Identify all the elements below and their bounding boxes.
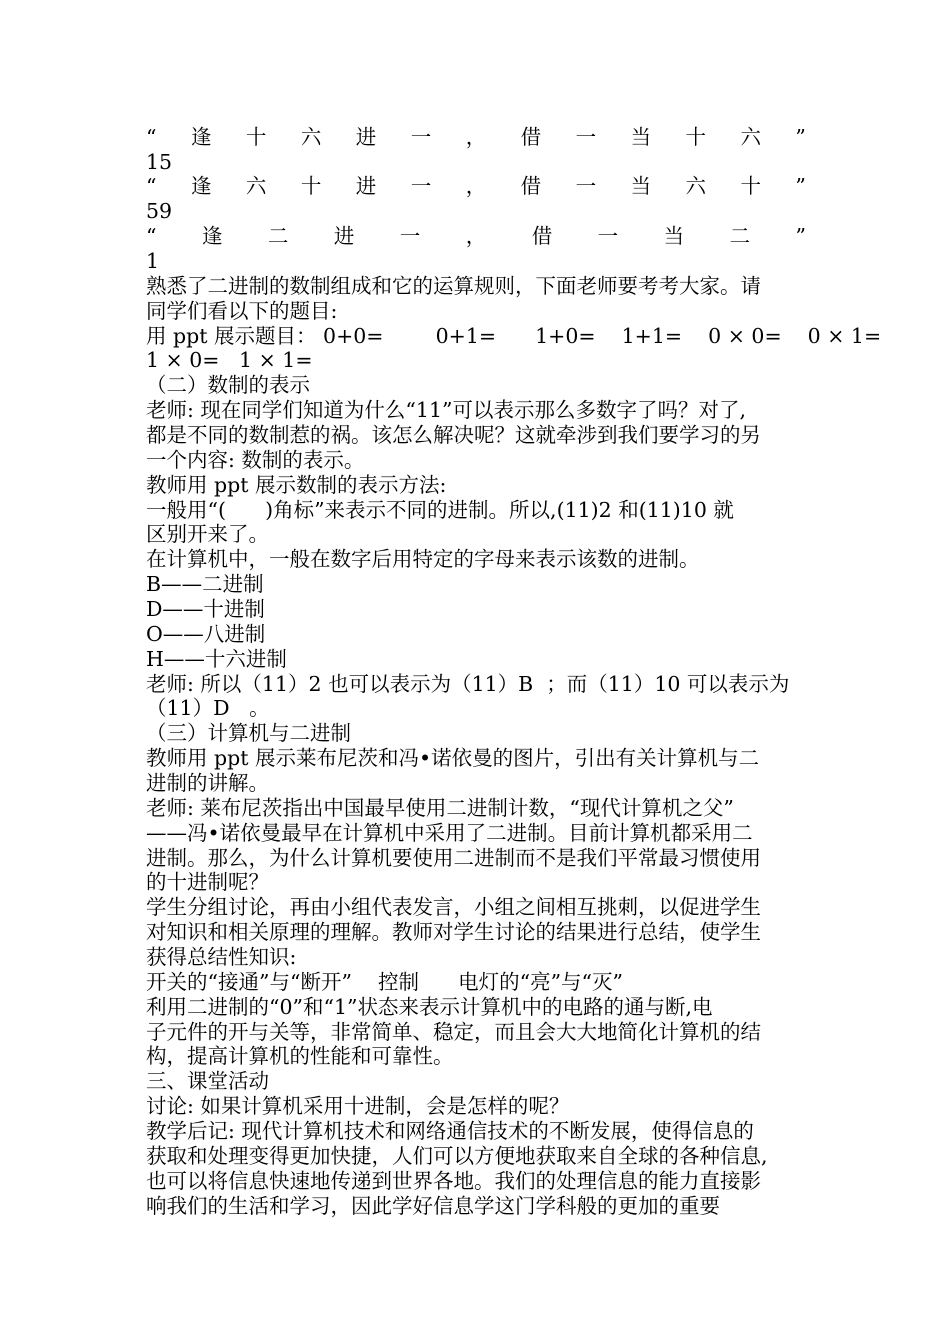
rule-char: 六	[685, 174, 707, 198]
rule-char: ，	[465, 125, 487, 149]
body-text-line: 子元件的开与关等，非常简单、稳定，而且会大大地简化计算机的结	[146, 1020, 761, 1044]
section-heading: （二）数制的表示	[146, 373, 310, 397]
body-text-line: 的十进制呢？	[146, 870, 269, 894]
rule-char: 二	[729, 224, 751, 248]
radix-list-item: H——十六进制	[146, 647, 287, 671]
rule-char: 十	[740, 174, 761, 198]
rule-char: ，	[465, 174, 487, 198]
rule-char: 逢	[201, 224, 223, 248]
body-text-line: 讨论: 如果计算机采用十进制，会是怎样的呢？	[146, 1094, 570, 1118]
radix-list-item: O——八进制	[146, 622, 266, 646]
rule-char: 一	[410, 125, 432, 149]
rule-char: 六	[300, 125, 322, 149]
body-text-line: 教师用 ppt 展示莱布尼茨和冯•诺依曼的图片，引出有关计算机与二	[146, 746, 760, 770]
body-text-line: 老师: 现在同学们知道为什么“11”可以表示那么多数字了吗？对了,	[146, 398, 746, 422]
rule-char: 借	[520, 174, 542, 198]
rule-char: “	[146, 174, 157, 198]
rule-char: 一	[597, 224, 619, 248]
body-text-line: 区别开来了。	[146, 522, 269, 546]
rule-char: 进	[333, 224, 355, 248]
body-text-line: 熟悉了二进制的数制组成和它的运算规则，下面老师要考考大家。请	[146, 274, 761, 298]
body-text-line: 老师: 所以（11）2 也可以表示为（11）B ；而（11）10 可以表示为	[146, 672, 790, 696]
rule-line-binary	[146, 224, 806, 249]
body-text-line: 都是不同的数制惹的祸。该怎么解决呢？这就牵涉到我们要学习的另	[146, 423, 761, 447]
rule-char: 逢	[190, 125, 212, 149]
body-text-line: 教学后记: 现代计算机技术和网络通信技术的不断发展，使得信息的	[146, 1119, 754, 1143]
body-text-line: 一个内容: 数制的表示。	[146, 448, 365, 472]
body-text-line: 学生分组讨论，再由小组代表发言，小组之间相互挑刺，以促进学生	[146, 895, 761, 919]
rule-line-hexadecimal	[146, 125, 806, 150]
body-text-line: 开关的“接通”与“断开” 控制 电灯的“亮”与“灭”	[146, 970, 624, 994]
body-text-line: 1 × 0= 1 × 1=	[146, 348, 313, 372]
body-text-line: 构，提高计算机的性能和可靠性。	[146, 1044, 454, 1068]
rule-char: ”	[795, 224, 806, 248]
rule-char: “	[146, 125, 157, 149]
body-text-line: 教师用 ppt 展示数制的表示方法:	[146, 473, 447, 497]
rule-char: 逢	[190, 174, 212, 198]
rule-char: 进	[355, 125, 377, 149]
radix-list-item: B——二进制	[146, 572, 264, 596]
rule-char: 一	[575, 125, 597, 149]
body-text-line: （11）D 。	[146, 696, 270, 720]
rule-char: 当	[630, 125, 652, 149]
rule-char: 一	[410, 174, 432, 198]
rule-char: 十	[300, 174, 322, 198]
rule-char: ，	[465, 224, 487, 248]
section-heading: 三、课堂活动	[146, 1069, 269, 1093]
body-text-line: 进制的讲解。	[146, 771, 269, 795]
radix-list-item: D——十进制	[146, 597, 265, 621]
rule-char: 当	[663, 224, 685, 248]
body-text-line: 在计算机中，一般在数字后用特定的字母来表示该数的进制。	[146, 547, 700, 571]
rule-char: 二	[267, 224, 289, 248]
rule-line-sexagesimal	[146, 174, 806, 199]
body-text-line: 同学们看以下的题目:	[146, 299, 338, 323]
rule-char: 十	[685, 125, 707, 149]
body-text-line: 响我们的生活和学习，因此学好信息学这门学科般的更加的重要	[146, 1194, 720, 1218]
rule-char: 六	[245, 174, 267, 198]
rule-char: 十	[245, 125, 267, 149]
rule-char: ”	[795, 125, 806, 149]
rule-char: 一	[399, 224, 421, 248]
body-text-line: 老师: 莱布尼茨指出中国最早使用二进制计数，“现代计算机之父”	[146, 796, 734, 820]
body-text-line: 一般用“( )角标”来表示不同的进制。所以,(11)2 和(11)10 就	[146, 498, 734, 522]
body-text-line: 对知识和相关原理的理解。教师对学生讨论的结果进行总结，使学生	[146, 920, 761, 944]
section-heading: （三）计算机与二进制	[146, 721, 351, 745]
body-text-line: 利用二进制的“0”和“1”状态来表示计算机中的电路的通与断,电	[146, 995, 713, 1019]
rule-char: 当	[630, 174, 652, 198]
rule-char: 进	[355, 174, 377, 198]
rule-char: 借	[531, 224, 553, 248]
rule-char: 借	[520, 125, 542, 149]
rule-char: 一	[575, 174, 597, 198]
body-text-line: 获得总结性知识:	[146, 945, 297, 969]
body-text-line: 获取和处理变得更加快捷，人们可以方便地获取来自全球的各种信息,	[146, 1144, 768, 1168]
rule-number: 1	[146, 249, 160, 273]
body-text-line: ——冯•诺依曼最早在计算机中采用了二进制。目前计算机都采用二	[146, 821, 753, 845]
body-text-line: 进制。那么，为什么计算机要使用二进制而不是我们平常最习惯使用	[146, 846, 761, 870]
rule-char: ”	[795, 174, 806, 198]
body-text-line: 也可以将信息快速地传递到世界各地。我们的处理信息的能力直接影	[146, 1169, 761, 1193]
rule-char: “	[146, 224, 157, 248]
rule-char: 六	[740, 125, 761, 149]
rule-number: 15	[146, 150, 173, 174]
rule-number: 59	[146, 199, 173, 223]
body-text-line: 用 ppt 展示题目： 0+0= 0+1= 1+0= 1+1= 0 × 0= 0 × 1=	[146, 324, 882, 348]
